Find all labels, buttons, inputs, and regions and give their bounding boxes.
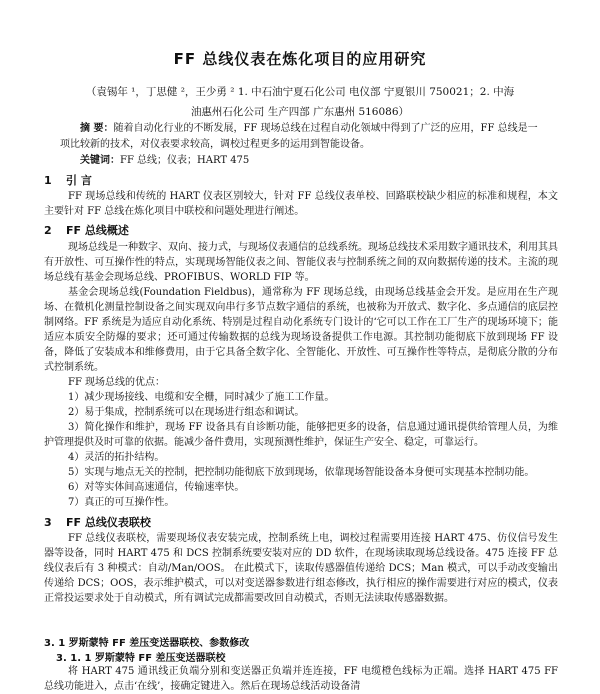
list-item: 5）实现与地点无关的控制，把控制功能彻底下放到现场，依靠现场智能设备本身便可实现基本控制功能。 [68,467,535,478]
overview-body [44,240,558,510]
paper-title: FF 总线仪表在炼化项目的应用研究 [173,50,427,68]
author-line-1: （袁锡年 ¹，丁思健 ²，王少勇 ² 1. 中石油宁夏石化公司 电仪部 宁夏银川 750021；2. 中海 [85,86,515,98]
abstract-text: 随着自动化行业的不断发展，FF 现场总线在过程自动化领域中得到了广泛的应用，FF 总线是一项比较新的技术，对仪表要求较高，调校过程更多的运用到智能设备。 [60,123,538,150]
paragraph-text: FF 现场总线和传统的 HART 仪表区别较大，针对 FF 总线仪表单校、回路联校缺少相应的标准和规程，本文主要针对 FF 总线在炼化项目中联校和问题处理进行阐述。 [44,191,558,217]
joint-body-2 [44,664,558,694]
section-title: 引 言 [66,174,92,187]
section-number: 2 [44,224,52,237]
section-title: FF 总线概述 [66,224,129,237]
list-item: 7）真正的可互操作性。 [68,497,175,508]
author-line-2: 油惠州石化公司 生产四部 广东惠州 516086） [190,106,410,118]
author-affiliations [30,82,570,122]
list-item: 4）灵活的拓扑结构。 [68,452,165,463]
keywords-text: FF 总线；仪表；HART 475 [120,155,250,166]
subsection-heading-3-1-1: 3. 1. 1 罗斯蒙特 FF 差压变送器联校 [56,653,226,664]
list-item: 6）对等实体间高速通信，传输速率快。 [68,482,245,493]
joint-body [44,531,558,606]
intro-paragraph [44,189,558,219]
section-heading-3 [44,514,151,530]
paragraph-text: 基金会现场总线(Foundation Fieldbus)，通常称为 FF 现场总线，由现场总线基金会开发。是应用在生产现场、在微机化测量控制设备之间实现双向串行多节点数字通信的系统，也被称为开放式、数字化、多点通信的底层控制网络。FF 系统是为适应自动化系统、特别是过程自动化系统专门设计的‘它可以工作在工厂生产的现场环境下；能适应本质安全防爆的要求；还可通过传输数据的总线为现场设备提供工作电源。其控制功能彻底下放到现场 FF 设备，降低了安装成本和维修费用，由于它具备全数字化、全智能化、开放性、可互操作性等特点，是彻底分散的分布式控制系统。 [44,287,558,373]
abstract [60,121,540,169]
subsection-heading-3-1: 3. 1 罗斯蒙特 FF 差压变送器联校、参数修改 [44,638,250,649]
keywords-label: 关键词： [80,155,120,166]
abstract-label: 摘 要： [80,123,114,134]
section-heading-2 [44,222,129,238]
section-heading-1 [44,172,92,188]
list-item: 3）简化操作和维护，现场 FF 设备具有自诊断功能，能够把更多的设备，信息通过通讯提供给管理人员，为维护管理提供及时可靠的依据。能减少备件费用，实现预测性维护，保证生产安全、稳定，可靠运行。 [44,422,558,448]
section-number: 1 [44,174,52,187]
paragraph-text: FF 总线仪表联校，需要现场仪表安装完成，控制系统上电，调校过程需要用连接 HART 475、仿仪信号发生器等设备，同时 HART 475 和 DCS 控制系统要安装对应的 DD 软件，在现场读取现场总线设备。475 连接 FF 总线仪表后有 3 种模式：自动/Man/OOS。 在此模式下，读取传感器值传递给 DCS；Man 模式，可以手动改变输出传递给 DCS；OOS，表示维护模式，可以对变送器参数进行组态修改，执行相应的操作需要进行对应的模式，仪表正常投运要求处于自动模式，所有调试完成都需要改回自动模式，否则无法读取传感器数据。 [44,533,558,604]
paragraph-text: 将 HART 475 通讯线正负端分别和变送器正负端并连连接，FF 电缆橙色线标为正端。选择 HART 475 FF 总线功能进入，点击‘在线’，接确定键进入。然后在现场总线活动设备清 [44,666,558,692]
list-item: 2）易于集成，控制系统可以在现场进行组态和调试。 [68,407,305,418]
paragraph-text: 现场总线是一种数字、双向、接力式，与现场仪表通信的总线系统。现场总线技术采用数字通讯技术，利用其具有开放性、可互操作性的特点，实现现场智能仪表之间、智能仪表与控制系统之间的双向数据传递的技术。主流的现场总线有基金会现场总线、PROFIBUS、WORLD FIP 等。 [44,242,558,283]
list-item: 1）减少现场接线、电缆和安全栅，同时减少了施工工作量。 [68,392,335,403]
paragraph-text: FF 现场总线的优点： [68,377,166,388]
section-title: FF 总线仪表联校 [66,516,151,529]
section-number: 3 [44,516,52,529]
